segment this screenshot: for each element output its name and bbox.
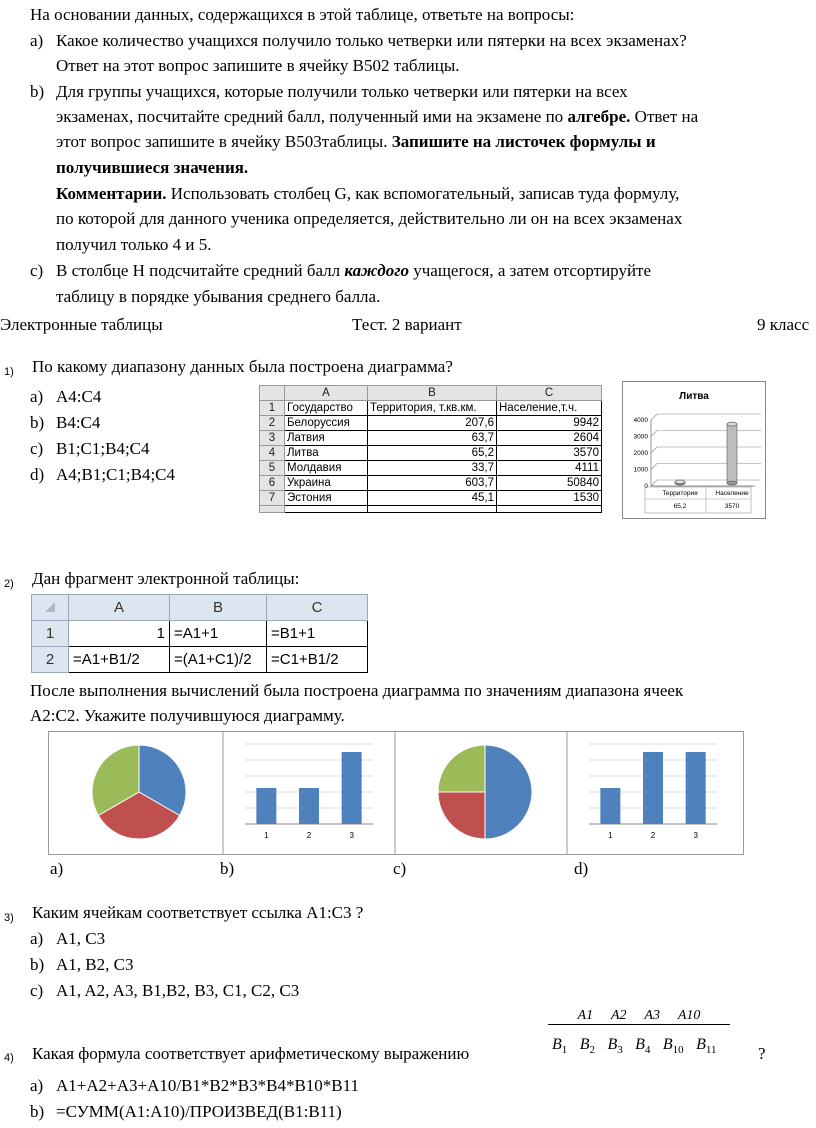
pie-slice (485, 745, 532, 839)
q2-label-d: d) (574, 859, 589, 878)
cell-a2: =A1+B1/2 (69, 647, 170, 673)
cell-a1: 1 (69, 621, 170, 647)
header-test: Тест. 2 вариант (352, 315, 462, 334)
column-header: A (285, 386, 368, 401)
data-label: 3570 (724, 503, 740, 510)
q1-option-b: B4:C4 (56, 413, 101, 432)
column-header: A (69, 595, 170, 621)
q1-option-b-marker: b) (30, 413, 45, 432)
pie-slice (438, 792, 485, 839)
q3-option-b: A1, B2, C3 (56, 955, 134, 974)
column-header: B (170, 595, 267, 621)
cell: Население,т.ч. (497, 401, 602, 416)
row-header: 2 (32, 647, 69, 673)
y-tick-label: 1000 (633, 466, 648, 474)
cell: 33,7 (368, 461, 497, 476)
bar-top (727, 422, 737, 426)
q1-text: По какому диапазону данных была построена диаграмма? (32, 357, 453, 376)
corner-cell (32, 595, 69, 621)
bar (600, 788, 620, 824)
y-tick-label: 0 (644, 483, 648, 490)
q3-option-a: A1, C3 (56, 929, 106, 948)
cell: 4111 (497, 461, 602, 476)
row-header: 1 (260, 401, 285, 416)
text: учащегося, а затем отсортируйте (409, 261, 652, 280)
bold-text: Запишите на листочек формулы и (391, 132, 656, 151)
bar-top (675, 480, 685, 484)
q1-option-c-marker: c) (30, 439, 44, 458)
row-header (260, 506, 285, 513)
q1-spreadsheet (259, 385, 602, 513)
q1-option-d-marker: d) (30, 465, 45, 484)
row-header: 4 (260, 446, 285, 461)
intro-b-marker: b) (30, 82, 45, 101)
cell: Белоруссия (285, 416, 368, 431)
cell: 1530 (497, 491, 602, 506)
cell (368, 506, 497, 513)
cell: 603,7 (368, 476, 497, 491)
comment-line-3: получил только 4 и 5. (56, 235, 212, 254)
x-tick-label: 3 (693, 831, 698, 840)
bar (686, 752, 706, 824)
litva-bar-chart (623, 382, 765, 518)
q3-text: Каким ячейкам соответствует ссылка A1:C3 ? (32, 903, 364, 922)
chart-title: Литва (679, 391, 709, 402)
q2-spreadsheet (31, 594, 368, 673)
text: Ответ на (630, 107, 699, 126)
header-grade: 9 класс (757, 315, 810, 334)
header-subject: Электронные таблицы (0, 315, 163, 334)
intro-c-line-1 (56, 260, 651, 282)
row-header: 2 (260, 416, 285, 431)
gridline (651, 414, 657, 420)
row-header: 1 (32, 621, 69, 647)
q2-answer-charts (49, 732, 743, 854)
row-header: 5 (260, 461, 285, 476)
intro-c-marker: c) (30, 261, 44, 280)
y-tick-label: 2000 (633, 450, 648, 457)
cell: Эстония (285, 491, 368, 506)
intro-a-line-2: Ответ на этот вопрос запишите в ячейку B502 таблицы. (56, 56, 460, 75)
row-header: 6 (260, 476, 285, 491)
q3-number: 3) (4, 912, 14, 924)
q4-question-mark: ? (758, 1044, 766, 1063)
intro-line-1: На основании данных, содержащихся в этой таблице, ответьте на вопросы: (30, 5, 575, 24)
x-tick-label: Территория (662, 490, 698, 497)
bar (643, 752, 663, 824)
q3-option-a-marker: a) (30, 929, 44, 948)
cell: Литва (285, 446, 368, 461)
q2-label-a: a) (50, 859, 64, 878)
cell-b1: =A1+1 (170, 621, 267, 647)
q2-charts-panel (48, 731, 744, 855)
bold-text: алгебре. (567, 107, 631, 126)
row-header: 7 (260, 491, 285, 506)
q1-option-d: A4;B1;C1;B4;C4 (56, 465, 176, 484)
cell-c1: =B1+1 (267, 621, 368, 647)
x-tick-label: 3 (349, 831, 354, 840)
q4-text: Какая формула соответствует арифметическому выражению (32, 1044, 470, 1063)
x-tick-label: 2 (650, 831, 656, 840)
q4-option-b-marker: b) (30, 1102, 45, 1121)
text: экзаменах, посчитайте средний балл, полученный ими на экзамене по (56, 107, 568, 126)
cell: Латвия (285, 431, 368, 446)
text: Использовать столбец G, как вспомогательный, записав туда формулу, (166, 184, 680, 203)
text: этот вопрос запишите в ячейку B503таблицы. (56, 132, 392, 151)
x-tick-label: 1 (608, 831, 613, 840)
intro-a-marker: a) (30, 31, 44, 50)
q1-option-a: A4:C4 (56, 387, 102, 406)
column-header: B (368, 386, 497, 401)
cell: 65,2 (368, 446, 497, 461)
row-header: 3 (260, 431, 285, 446)
cell-b2: =(A1+C1)/2 (170, 647, 267, 673)
denominator-term: $B_1$ $B_2$ $B_3$ $B_4$ $B_{10}$ $B_{11}$ (552, 1036, 675, 1057)
comment-line-1 (56, 183, 679, 205)
intro-b-line-3 (56, 131, 656, 153)
corner-cell (260, 386, 285, 401)
cell: Государство (285, 401, 368, 416)
data-label: 65,2 (673, 503, 687, 510)
gridline (651, 464, 657, 470)
column-header: C (497, 386, 602, 401)
cell: 3570 (497, 446, 602, 461)
bold-italic-text: каждого (344, 261, 409, 280)
text: В столбце H подсчитайте средний балл (56, 261, 345, 280)
cell (285, 506, 368, 513)
gridline (651, 480, 657, 486)
q1-chart (622, 381, 766, 519)
gridline (651, 447, 657, 453)
q2-number: 2) (4, 578, 14, 590)
bar (727, 424, 737, 483)
cell: 2604 (497, 431, 602, 446)
cell: Территория, т.кв.км. (368, 401, 497, 416)
column-header: C (267, 595, 368, 621)
q4-fraction-denominator (552, 1036, 716, 1056)
intro-b-line-2 (56, 106, 698, 128)
cell: 9942 (497, 416, 602, 431)
bar (256, 788, 276, 824)
q3-option-b-marker: b) (30, 955, 45, 974)
cell (497, 506, 602, 513)
intro-c-line-2: таблицу в порядке убывания среднего балла. (56, 287, 381, 306)
q4-fraction-numerator: A1 A2 A3 A10 (548, 1008, 730, 1025)
y-tick-label: 3000 (633, 433, 648, 441)
intro-b-line-1: Для группы учащихся, которые получили только четверки или пятерки на всех (56, 82, 628, 101)
bar (299, 788, 319, 824)
q1-option-c: B1;C1;B4;C4 (56, 439, 150, 458)
bold-text: получившиеся значения. (56, 158, 249, 177)
cell: Украина (285, 476, 368, 491)
q2-after-line-1: После выполнения вычислений была построена диаграмма по значениям диапазона ячеек (30, 681, 684, 700)
cell: 50840 (497, 476, 602, 491)
q1-number: 1) (4, 366, 14, 378)
x-tick-label: 2 (306, 831, 312, 840)
q3-option-c-marker: c) (30, 981, 44, 1000)
q3-option-c: A1, A2, A3, B1,B2, B3, C1, C2, C3 (56, 981, 300, 1000)
q2-after-line-2: A2:C2. Укажите получившуюся диаграмму. (30, 706, 345, 725)
cell: Молдавия (285, 461, 368, 476)
cell: 207,6 (368, 416, 497, 431)
cell-c2: =C1+B1/2 (267, 647, 368, 673)
q4-number: 4) (4, 1052, 14, 1064)
x-tick-label: Население (715, 490, 749, 497)
x-tick-label: 1 (264, 831, 269, 840)
cell: 45,1 (368, 491, 497, 506)
q1-option-a-marker: a) (30, 387, 44, 406)
q4-option-a-marker: a) (30, 1076, 44, 1095)
bar (342, 752, 362, 824)
q4-option-a: A1+A2+A3+A10/B1*B2*B3*B4*B10*B11 (56, 1076, 359, 1095)
q2-label-b: b) (220, 859, 235, 878)
bar-base (727, 481, 737, 485)
gridline (651, 431, 657, 437)
bold-text: Комментарии. (56, 184, 167, 203)
q4-option-b: =СУММ(A1:A10)/ПРОИЗВЕД(B1:B11) (56, 1102, 342, 1121)
intro-a-line-1: Какое количество учащихся получило только четверки или пятерки на всех экзаменах? (56, 31, 687, 50)
y-tick-label: 4000 (633, 417, 648, 424)
q2-text: Дан фрагмент электронной таблицы: (32, 569, 300, 588)
comment-line-2: по которой для данного ученика определяется, действительно ли он на всех экзаменах (56, 209, 683, 228)
cell: 63,7 (368, 431, 497, 446)
q2-label-c: c) (393, 859, 407, 878)
pie-slice (438, 745, 485, 792)
intro-b-line-4 (56, 157, 248, 179)
